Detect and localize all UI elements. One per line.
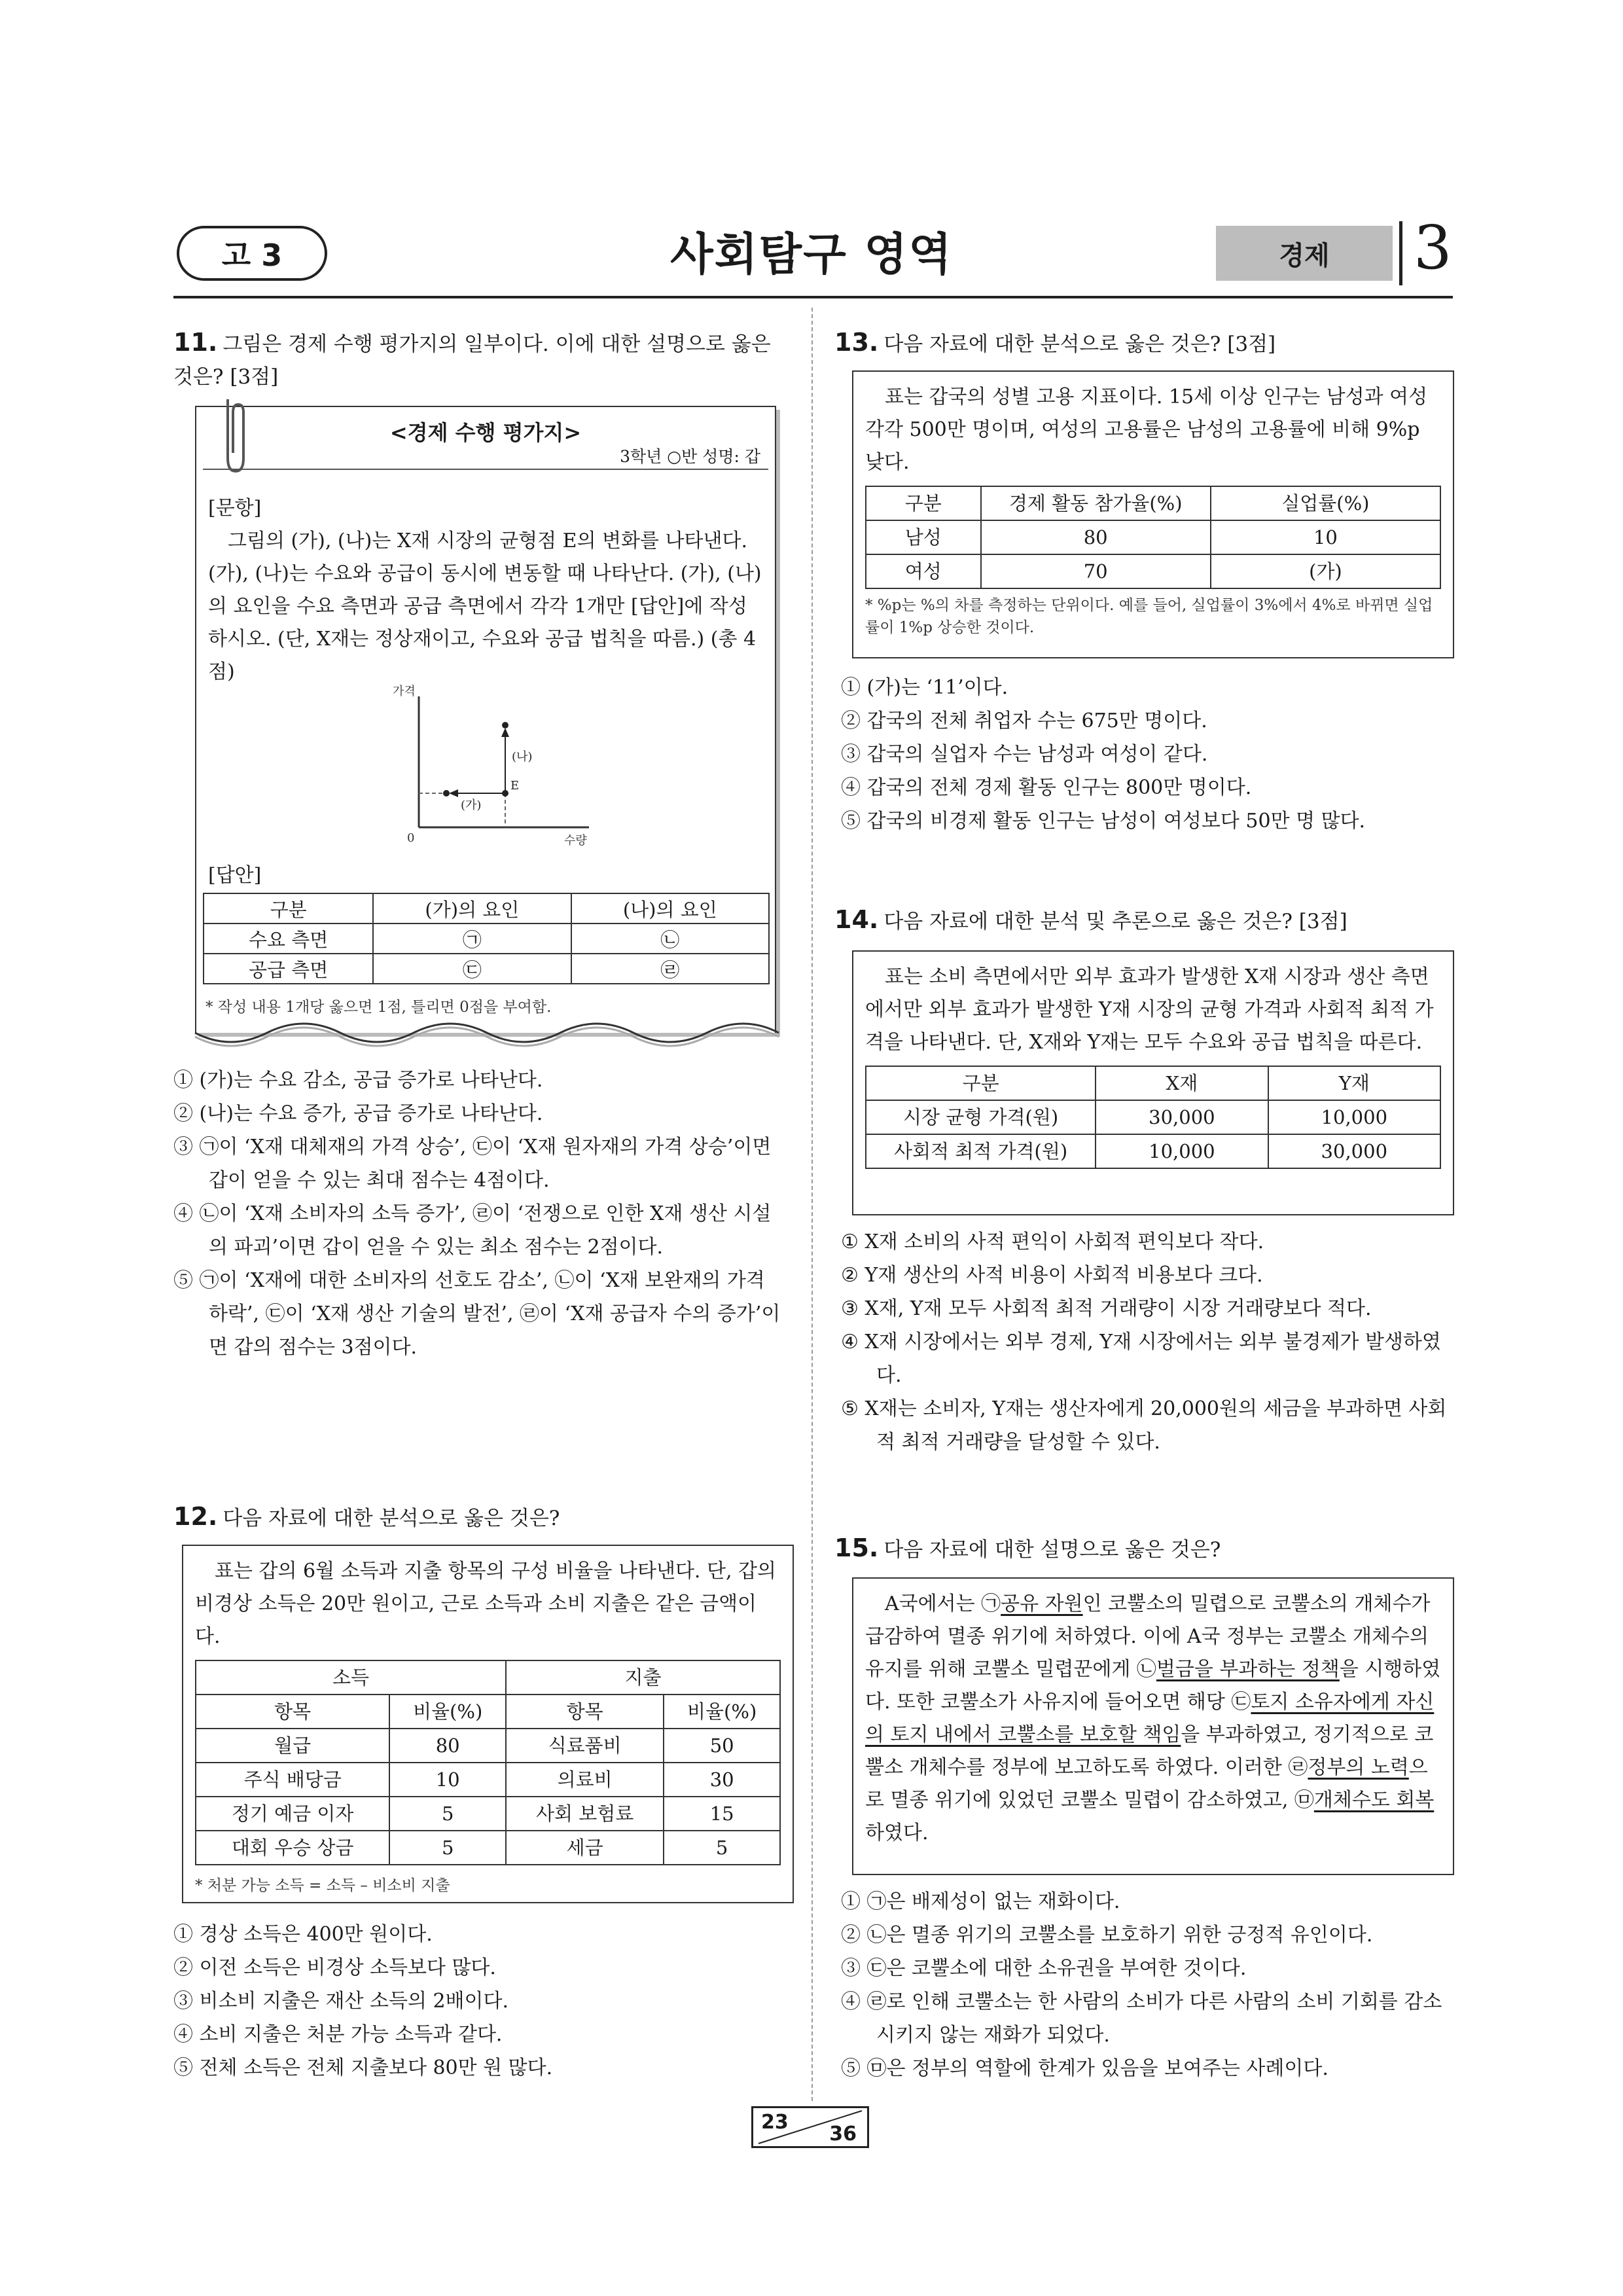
q13-box-text: 표는 갑국의 성별 고용 지표이다. 15세 이상 인구는 남성과 여성 각각 500만 명이며, 여성의 고용률은 남성의 고용률에 비해 9%p 낮다. — [865, 386, 1428, 474]
q15-option-5[interactable]: ⑤ ㉤은 정부의 역할에 한계가 있음을 보여주는 사례이다. — [841, 2057, 1329, 2080]
q15-text-1: A국에서는 ㉠ — [885, 1592, 1001, 1615]
table-cell: 30,000 — [1096, 1100, 1268, 1134]
table-header: 항목 — [196, 1695, 389, 1729]
table-row — [866, 1100, 1440, 1134]
table-cell: ㉡ — [571, 924, 769, 954]
q12-note: * 처분 가능 소득 = 소득 – 비소비 지출 — [195, 1877, 450, 1894]
table-cell: 주식 배당금 — [196, 1763, 389, 1797]
table-cell: ㉢ — [373, 954, 571, 984]
q13-box — [852, 370, 1454, 658]
q13-note: * %p는 %의 차를 측정하는 단위이다. 예를 들어, 실업률이 3%에서 4%로 바뀌면 실업률이 1%p 상승한 것이다. — [865, 597, 1433, 636]
table-cell: 정기 예금 이자 — [196, 1797, 389, 1831]
graph-point-na — [502, 722, 508, 728]
q12-box — [182, 1545, 794, 1903]
q11-question-text: 그림의 (가), (나)는 X재 시장의 균형점 E의 변화를 나타낸다. (가), (나)는 수요와 공급이 동시에 변동할 때 나타난다. (가), (나)의 요인을 수요 측면과 공급 측면에서 각각 1개만 [답안]에 작성하시오. (단, X재는 정상재이고, 수요와 공급 법칙을 따름.) (총 4점) — [208, 529, 762, 683]
table-cell: 수요 측면 — [204, 924, 373, 954]
q13-option-2[interactable]: ② 갑국의 전체 취업자 수는 675만 명이다. — [841, 709, 1207, 732]
q15-underline-1: 공유 자원 — [1001, 1592, 1083, 1615]
graph-label-ga: (가) — [461, 798, 482, 812]
table-header: 항목 — [506, 1695, 664, 1729]
table-row — [196, 1831, 780, 1865]
q14-table — [865, 1066, 1441, 1169]
q15-underline-2: 벌금을 부과하는 정책 — [1156, 1658, 1340, 1681]
q11-label-question: [문항] — [208, 497, 262, 520]
q11-graph — [393, 677, 602, 847]
q15-text-6: 하였다. — [865, 1821, 929, 1844]
q13-option-5[interactable]: ⑤ 갑국의 비경제 활동 인구는 남성이 여성보다 50만 명 많다. — [841, 810, 1366, 833]
q14-option-4[interactable]: ④ X재 시장에서는 외부 경제, Y재 시장에서는 외부 불경제가 발생하였다. — [841, 1331, 1441, 1387]
q11-option-2[interactable]: ② (나)는 수요 증가, 공급 증가로 나타난다. — [173, 1102, 543, 1125]
q11-sheet-title: <경제 수행 평가지> — [389, 420, 582, 445]
table-cell: 시장 균형 가격(원) — [866, 1100, 1096, 1134]
q11-options — [173, 1064, 789, 1364]
q12-options — [173, 1918, 789, 2085]
q12-option-4[interactable]: ④ 소비 지출은 처분 가능 소득과 같다. — [173, 2023, 503, 2046]
q11-option-3[interactable]: ③ ㉠이 ‘X재 대체재의 가격 상승’, ㉢이 ‘X재 원자재의 가격 상승’이면 갑이 얻을 수 있는 최대 점수는 4점이다. — [173, 1136, 772, 1192]
graph-y-label: 가격 — [393, 685, 416, 698]
table-row — [196, 1797, 780, 1831]
q11-number: 11. — [173, 328, 218, 357]
page-number: 3 — [1414, 213, 1452, 283]
q13-option-1[interactable]: ① (가)는 ‘11’이다. — [841, 676, 1008, 699]
q14-box — [852, 950, 1454, 1215]
q13-prompt — [834, 326, 1450, 361]
graph-x-label: 수량 — [564, 834, 587, 847]
table-row — [866, 1134, 1440, 1168]
q14-number: 14. — [834, 905, 879, 934]
table-cell: 10 — [389, 1763, 506, 1797]
q15-underline-5: 개체수도 회복 — [1313, 1789, 1435, 1812]
q15-text-2: 인 코뿔소의 밀렵으로 코뿔소의 개체수가 급감하여 멸종 위기에 처하였다. 이에 A국 정부는 코뿔소 개체수의 유지를 위해 코뿔소 밀렵꾼에게 ㉡ — [865, 1592, 1431, 1681]
table-row — [196, 1695, 780, 1729]
q15-options — [841, 1885, 1453, 2085]
table-row — [204, 954, 769, 984]
table-row — [204, 893, 769, 924]
q11-th-2: (나)의 요인 — [571, 893, 769, 924]
table-cell: 세금 — [506, 1831, 664, 1865]
table-cell: 의료비 — [506, 1763, 664, 1797]
table-header: Y재 — [1268, 1066, 1440, 1100]
table-cell: 30,000 — [1268, 1134, 1440, 1168]
table-header: 실업률(%) — [1211, 486, 1440, 520]
q12-table — [195, 1660, 781, 1865]
q11-question-block — [208, 492, 766, 689]
table-row — [196, 1660, 780, 1695]
table-cell: 70 — [981, 554, 1211, 588]
q14-option-5[interactable]: ⑤ X재는 소비자, Y재는 생산자에게 20,000원의 세금을 부과하면 사회적 최적 거래량을 달성할 수 있다. — [841, 1397, 1447, 1454]
q15-box-text — [865, 1588, 1441, 1850]
q11-sheet-rule — [203, 469, 768, 470]
table-cell: 10,000 — [1096, 1134, 1268, 1168]
table-cell: 15 — [664, 1797, 780, 1831]
table-cell: 80 — [981, 520, 1211, 554]
table-cell: 여성 — [866, 554, 981, 588]
q11-sheet — [195, 406, 776, 1033]
q13-number: 13. — [834, 328, 879, 357]
q13-table — [865, 486, 1441, 589]
q11-student: 3학년 ○반 성명: 갑 — [620, 447, 760, 466]
q15-text-5: 으로 멸종 위기에 있었던 코뿔소 밀렵이 감소하였고, ㉤ — [865, 1756, 1428, 1812]
table-cell: (가) — [1211, 554, 1440, 588]
q14-option-1[interactable]: ① X재 소비의 사적 편익이 사회적 편익보다 작다. — [841, 1230, 1264, 1253]
q14-option-2[interactable]: ② Y재 생산의 사적 비용이 사회적 비용보다 크다. — [841, 1264, 1263, 1287]
header-rule — [173, 296, 1453, 298]
subject-badge — [1216, 226, 1393, 281]
header-divider — [1399, 221, 1402, 285]
q13-options — [841, 671, 1453, 838]
q12-option-2[interactable]: ② 이전 소득은 비경상 소득보다 많다. — [173, 1956, 496, 1979]
q11-note: * 작성 내용 1개당 옳으면 1점, 틀리면 0점을 부여함. — [205, 999, 552, 1016]
table-row — [866, 486, 1440, 520]
q15-option-3[interactable]: ③ ㉢은 코뿔소에 대한 소유권을 부여한 것이다. — [841, 1957, 1247, 1980]
q11-prompt-text: 그림은 경제 수행 평가지의 일부이다. 이에 대한 설명으로 옳은 것은? [3점] — [173, 332, 771, 389]
table-cell: ㉠ — [373, 924, 571, 954]
table-header: 구분 — [866, 486, 981, 520]
graph-point-e — [502, 790, 508, 797]
table-row — [196, 1763, 780, 1797]
q12-prompt — [173, 1500, 789, 1535]
table-cell: 10,000 — [1268, 1100, 1440, 1134]
q11-option-4[interactable]: ④ ㉡이 ‘X재 소비자의 소득 증가’, ㉣이 ‘전쟁으로 인한 X재 생산 시설의 파괴’이면 갑이 얻을 수 있는 최소 점수는 2점이다. — [173, 1202, 772, 1259]
table-cell: 80 — [389, 1729, 506, 1763]
q11-prompt — [173, 326, 789, 393]
q15-text-3: 을 시행하였다. 또한 코뿔소가 사유지에 들어오면 해당 ㉢ — [865, 1658, 1441, 1713]
page-title: 사회탐구 영역 — [670, 229, 953, 281]
table-cell: 5 — [664, 1831, 780, 1865]
q15-prompt-text: 다음 자료에 대한 설명으로 옳은 것은? — [883, 1538, 1221, 1562]
q12-group-income: 소득 — [196, 1660, 506, 1695]
table-cell: 대회 우승 상금 — [196, 1831, 389, 1865]
table-header: X재 — [1096, 1066, 1268, 1100]
q15-number: 15. — [834, 1534, 879, 1562]
q11-option-5[interactable]: ⑤ ㉠이 ‘X재에 대한 소비자의 선호도 감소’, ㉡이 ‘X재 보완재의 가격 하락’, ㉢이 ‘X재 생산 기술의 발전’, ㉣이 ‘X재 공급자 수의 증가’이면 갑의 점수는 3점이다. — [173, 1269, 781, 1359]
q14-options — [841, 1225, 1453, 1459]
q15-option-2[interactable]: ② ㉡은 멸종 위기의 코뿔소를 보호하기 위한 긍정적 유인이다. — [841, 1924, 1373, 1946]
table-row — [866, 1066, 1440, 1100]
q12-option-5[interactable]: ⑤ 전체 소득은 전체 지출보다 80만 원 많다. — [173, 2056, 553, 2079]
q11-answer-table — [203, 893, 770, 984]
q14-prompt — [834, 903, 1450, 938]
table-cell: 식료품비 — [506, 1729, 664, 1763]
page-counter — [751, 2106, 869, 2148]
column-divider — [812, 308, 813, 2101]
table-header: 구분 — [866, 1066, 1096, 1100]
graph-arrowhead-na — [501, 728, 509, 737]
paperclip-icon — [216, 393, 255, 478]
table-row — [196, 1729, 780, 1763]
q15-underline-3: 토지 소유자에게 자신의 토지 내에서 코뿔소를 보호할 책임 — [865, 1691, 1435, 1746]
q12-prompt-text: 다음 자료에 대한 분석으로 옳은 것은? — [223, 1507, 560, 1530]
q15-underline-4: 정부의 노력 — [1308, 1756, 1409, 1779]
q11-sheet-wave — [194, 1022, 780, 1055]
q15-option-4[interactable]: ④ ㉣로 인해 코뿔소는 한 사람의 소비가 다른 사람의 소비 기회를 감소시키지 않는 재화가 되었다. — [841, 1990, 1442, 2047]
table-cell: ㉣ — [571, 954, 769, 984]
subject-label: 경제 — [1279, 240, 1330, 271]
table-cell: 50 — [664, 1729, 780, 1763]
q12-option-3[interactable]: ③ 비소비 지출은 재산 소득의 2배이다. — [173, 1990, 509, 2013]
table-row — [866, 554, 1440, 588]
q14-option-3[interactable]: ③ X재, Y재 모두 사회적 최적 거래량이 시장 거래량보다 적다. — [841, 1297, 1372, 1320]
table-cell: 30 — [664, 1763, 780, 1797]
q15-text-4: 을 부과하였고, 정기적으로 코뿔소 개체수를 정부에 보고하도록 하였다. 이러한 ㉣ — [865, 1723, 1434, 1779]
q11-th-0: 구분 — [204, 893, 373, 924]
table-cell: 5 — [389, 1797, 506, 1831]
graph-label-na: (나) — [512, 750, 533, 764]
q15-option-1[interactable]: ① ㉠은 배제성이 없는 재화이다. — [841, 1890, 1120, 1913]
q12-group-expense: 지출 — [506, 1660, 780, 1695]
graph-arrowhead-ga — [449, 789, 458, 797]
table-cell: 10 — [1211, 520, 1440, 554]
page-current: 23 — [761, 2111, 789, 2134]
table-cell: 사회 보험료 — [506, 1797, 664, 1831]
q12-number: 12. — [173, 1502, 218, 1531]
graph-label-e: E — [510, 779, 520, 793]
table-cell: 공급 측면 — [204, 954, 373, 984]
table-cell: 5 — [389, 1831, 506, 1865]
table-header: 비율(%) — [389, 1695, 506, 1729]
q14-box-text: 표는 소비 측면에서만 외부 효과가 발생한 X재 시장과 생산 측면에서만 외부 효과가 발생한 Y재 시장의 균형 가격과 사회적 최적 가격을 나타낸다. 단, X재와 Y재는 모두 수요와 공급 법칙을 따른다. — [865, 965, 1434, 1054]
q13-prompt-text: 다음 자료에 대한 분석으로 옳은 것은? [3점] — [883, 332, 1276, 356]
q15-box — [852, 1577, 1454, 1875]
table-row — [204, 924, 769, 954]
table-header: 경제 활동 참가율(%) — [981, 486, 1211, 520]
page-total: 36 — [829, 2123, 857, 2145]
q13-option-4[interactable]: ④ 갑국의 전체 경제 활동 인구는 800만 명이다. — [841, 776, 1252, 799]
table-cell: 남성 — [866, 520, 981, 554]
q11-th-1: (가)의 요인 — [373, 893, 571, 924]
graph-point-ga — [443, 790, 450, 797]
table-header: 비율(%) — [664, 1695, 780, 1729]
q11-option-1[interactable]: ① (가)는 수요 감소, 공급 증가로 나타난다. — [173, 1069, 543, 1092]
q11-label-answer: [답안] — [208, 864, 262, 887]
table-cell: 월급 — [196, 1729, 389, 1763]
q12-box-text: 표는 갑의 6월 소득과 지출 항목의 구성 비율을 나타낸다. 단, 갑의 비경상 소득은 20만 원이고, 근로 소득과 소비 지출은 같은 금액이다. — [195, 1560, 777, 1648]
table-cell: 사회적 최적 가격(원) — [866, 1134, 1096, 1168]
q13-option-3[interactable]: ③ 갑국의 실업자 수는 남성과 여성이 같다. — [841, 743, 1208, 766]
q12-option-1[interactable]: ① 경상 소득은 400만 원이다. — [173, 1923, 433, 1946]
q15-prompt — [834, 1532, 1450, 1566]
q14-prompt-text: 다음 자료에 대한 분석 및 추론으로 옳은 것은? [3점] — [883, 910, 1347, 933]
grade-label: 고 3 — [221, 238, 283, 273]
graph-origin: 0 — [407, 831, 415, 845]
table-row — [866, 520, 1440, 554]
